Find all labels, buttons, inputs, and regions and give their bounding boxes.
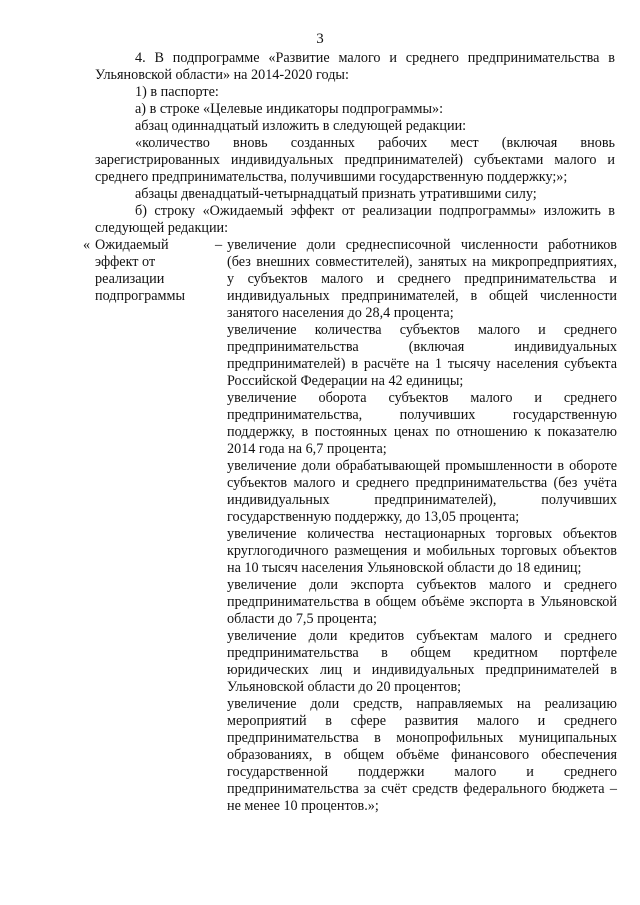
page-number: 3 [316,31,324,47]
effect-item: увеличение доли средств, направляемых на реализацию мероприятий в сфере развития малого и среднего предпринимательства в монопрофильных муниципальных образованиях, в общем объёме финансового обеспечения государственной поддержки малого и среднего предпринимательства за счёт средств федерального бюджета – не менее 10 процентов.»; [227,696,617,814]
effect-item: увеличение доли среднесписочной численности работников (без внешних совместителей), занятых на микропредприятиях, у субъектов малого и среднего предпринимательства и индивидуальных предпринимателей, в общей численности занятого населения до 28,4 процента; [227,237,617,321]
open-quote: « [83,237,91,253]
paragraph-eleventh-abzac: абзац одиннадцатый изложить в следующей редакции: [135,118,467,134]
effect-item: увеличение количества субъектов малого и среднего предпринимательства (включая индивидуальных предпринимателей) в расчёте на 1 тысячу населения субъекта Российской Федерации на 42 единицы; [227,322,617,389]
expected-effect-items [227,237,617,815]
paragraph-target-indicators: а) в строке «Целевые индикаторы подпрограммы»: [135,101,444,117]
paragraph-subprogram-intro: 4. В подпрограмме «Развитие малого и среднего предпринимательства в Ульяновской области» на 2014-2020 годы: [95,50,615,83]
effect-item: увеличение доли кредитов субъектам малого и среднего предпринимательства в общем кредитном портфеле юридических лиц и индивидуальных предпринимателей в Ульяновской области до 20 процентов; [227,628,617,695]
effect-item: увеличение оборота субъектов малого и среднего предпринимательства, получивших государственную поддержку, в постоянных ценах по отношению к показателю 2014 года на 6,7 процента; [227,390,617,457]
expected-effect-label: Ожидаемый эффект от реализации подпрограммы [95,237,185,304]
paragraph-abzacs-void: абзацы двенадцатый-четырнадцатый признать утратившими силу; [135,186,537,202]
paragraph-expected-effect-row: б) строку «Ожидаемый эффект от реализации подпрограммы» изложить в следующей редакции: [95,203,615,236]
effect-item: увеличение количества нестационарных торговых объектов круглогодичного размещения и мобильных торговых объектов на 10 тысяч населения Ульяновской области до 18 единиц; [227,526,617,576]
document-body [83,50,617,815]
effect-item: увеличение доли экспорта субъектов малого и среднего предпринимательства в общем объёме экспорта в Ульяновской области до 7,5 процента; [227,577,617,627]
paragraph-quote-jobs: «количество вновь созданных рабочих мест (включая вновь зарегистрированных индивидуальных предпринимателей) субъектами малого и среднего предпринимательства, получившими государственную поддержку;»; [95,135,615,185]
paragraph-passport: 1) в паспорте: [135,84,219,100]
expected-effect-label-cell [83,237,215,815]
expected-effect-table [83,237,617,815]
table-dash: – [215,237,223,253]
effect-item: увеличение доли обрабатывающей промышленности в обороте субъектов малого и среднего предпринимательства (без учёта индивидуальных предпринимателей), получивших государственную поддержку, до 13,05 процента; [227,458,617,525]
